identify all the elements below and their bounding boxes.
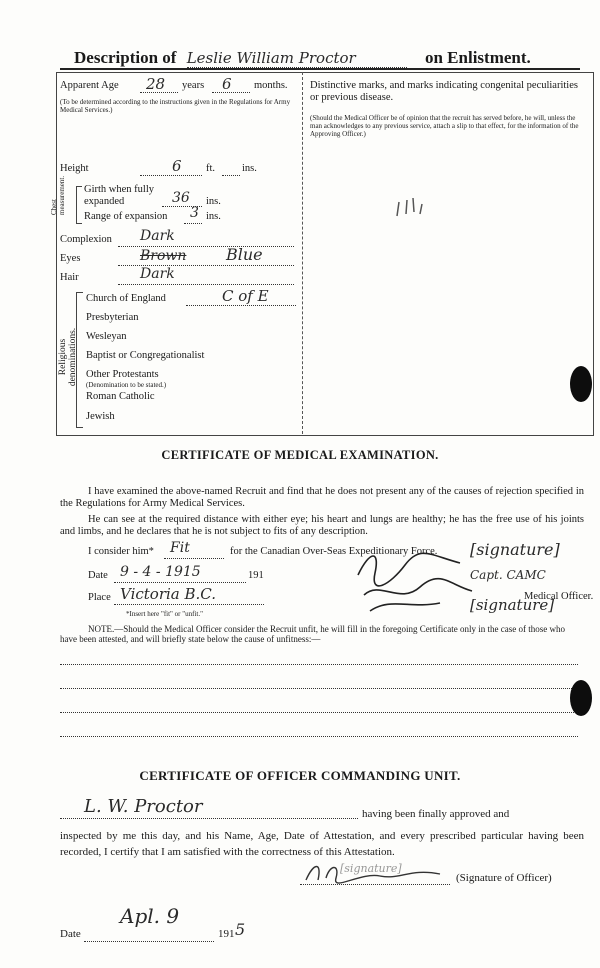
age-months-value: 6: [222, 75, 232, 93]
marks-note: (Should the Medical Officer be of opinion that the recruit has served before, he will, unless the man acknowledges to any previous service, attach a slip to that effect, for the information of the Approving Officer.): [310, 114, 579, 138]
complexion-label: Complexion: [60, 234, 112, 245]
binder-hole-top: [570, 366, 592, 402]
religion-bracket: [76, 292, 83, 428]
chest-bracket: [76, 186, 82, 224]
religion-label: Religious denominations.: [58, 327, 78, 387]
consider-line: [164, 558, 224, 559]
consider-suffix: for the Canadian Over-Seas Expeditionary Force.: [230, 546, 438, 557]
unfit-line-1: [60, 664, 578, 665]
hair-line: [118, 284, 294, 285]
eyes-value: Blue: [226, 245, 263, 264]
medical-officer-label: Medical Officer.: [524, 591, 594, 602]
years-label: years: [182, 80, 205, 91]
binder-hole-bottom: [570, 680, 592, 716]
medical-signature-1: [signature]: [470, 540, 560, 559]
complexion-value: Dark: [140, 228, 175, 244]
religion-jewish: Jewish: [86, 411, 115, 422]
unfit-line-3: [60, 712, 578, 713]
place-line: [114, 604, 264, 605]
medical-signature-3: [signature]: [470, 596, 555, 614]
range-label: Range of expansion: [84, 211, 168, 222]
complexion-line: [118, 246, 294, 247]
medical-signature-graphic: [350, 545, 480, 620]
commanding-date-value: Apl. 9: [120, 904, 180, 928]
insert-note: *Insert here "fit" or "unfit.": [126, 610, 203, 618]
religion-baptist: Baptist or Congregationalist: [86, 350, 205, 361]
religion-other-protestants: Other Protestants: [86, 369, 159, 380]
medical-date-label: Date: [88, 570, 108, 581]
chest-label: Chest measurement.: [50, 175, 66, 215]
ft-label: ft.: [206, 163, 216, 174]
height-label: Height: [60, 163, 89, 174]
title-suffix: on Enlistment.: [424, 48, 531, 67]
religion-coe-line: [186, 305, 296, 306]
commanding-date-line: [84, 941, 214, 942]
range-value: 3: [190, 205, 199, 221]
age-label: Apparent Age: [60, 80, 119, 91]
girth-unit: ins.: [206, 196, 221, 207]
commanding-signature-value: [signature]: [340, 862, 402, 875]
eyes-label: Eyes: [60, 253, 81, 264]
religion-value: C of E: [222, 287, 269, 305]
header-rule: [60, 68, 580, 70]
faint-marks: [394, 196, 428, 218]
commanding-name-line: [60, 818, 358, 819]
commanding-date-label: Date: [60, 928, 81, 940]
unfit-line-4: [60, 736, 578, 737]
medical-para1: I have examined the above-named Recruit and find that he does not present any of the causes of rejection specified in the Regulations for Army Medical Services.: [60, 486, 584, 509]
commanding-title: CERTIFICATE OF OFFICER COMMANDING UNIT.: [139, 768, 461, 783]
range-line: [184, 223, 202, 224]
months-label: months.: [254, 80, 288, 91]
medical-year-suffix: 191: [248, 570, 264, 581]
commanding-year-value: 5: [235, 920, 246, 939]
medical-para2: He can see at the required distance with either eye; his heart and lungs are healthy; he has the free use of his joints and limbs, and he declares that he is not subject to fits of any description.: [60, 514, 584, 537]
height-ins-line: [222, 175, 240, 176]
age-years-value: 28: [146, 75, 166, 93]
hair-label: Hair: [60, 272, 79, 283]
consider-prefix: I consider him*: [88, 546, 154, 557]
medical-signature-2: Capt. CAMC: [470, 568, 546, 582]
religion-list: [86, 293, 298, 427]
commanding-signature-line: [300, 884, 450, 885]
medical-title: CERTIFICATE OF MEDICAL EXAMINATION.: [161, 448, 439, 462]
religion-roman-catholic: Roman Catholic: [86, 391, 155, 402]
commanding-text-1: having been finally approved and: [362, 808, 510, 820]
hair-value: Dark: [140, 266, 175, 282]
commanding-text-2: inspected by me this day, and his Name, Age, Date of Attestation, and every prescribed particular having been recorded, I certify that I am satisfied with the correctness of this Attestation.: [60, 830, 584, 858]
height-ft-value: 6: [172, 157, 182, 175]
commanding-year-prefix: 191: [218, 928, 235, 940]
place-label: Place: [88, 592, 111, 603]
recruit-name: Leslie William Proctor: [187, 49, 407, 68]
religion-presbyterian: Presbyterian: [86, 312, 139, 323]
commanding-signature-label: (Signature of Officer): [456, 872, 552, 884]
range-unit: ins.: [206, 211, 221, 222]
age-note: (To be determined according to the instructions given in the Regulations for Army Medical Services.): [60, 98, 291, 114]
eyes-struck-value: Brown: [140, 248, 187, 264]
place-value: Victoria B.C.: [120, 585, 217, 603]
unfit-note: NOTE.—Should the Medical Officer consider the Recruit unfit, he will fill in the foregoing Certificate only in the case of those who have been attested, and will briefly state below the cause of unfitness:—: [60, 624, 565, 644]
religion-church-of-england: Church of England: [86, 293, 166, 304]
marks-title: Distinctive marks, and marks indicating congenital peculiarities or previous disease.: [310, 80, 578, 103]
unfit-line-2: [60, 688, 578, 689]
commanding-name-value: L. W. Proctor: [84, 796, 203, 817]
column-divider: [302, 72, 303, 434]
document-title: [74, 48, 584, 68]
girth-value: 36: [172, 190, 190, 206]
medical-date-line: [114, 582, 246, 583]
religion-wesleyan: Wesleyan: [86, 331, 127, 342]
girth-label: Girth when fully expanded: [84, 184, 154, 207]
consider-value: Fit: [170, 540, 190, 556]
religion-note: (Denomination to be stated.): [86, 381, 167, 389]
ins-label: ins.: [242, 163, 257, 174]
height-line: [140, 175, 202, 176]
title-prefix: Description of: [74, 48, 177, 67]
medical-date-value: 9 - 4 - 1915: [120, 564, 201, 580]
